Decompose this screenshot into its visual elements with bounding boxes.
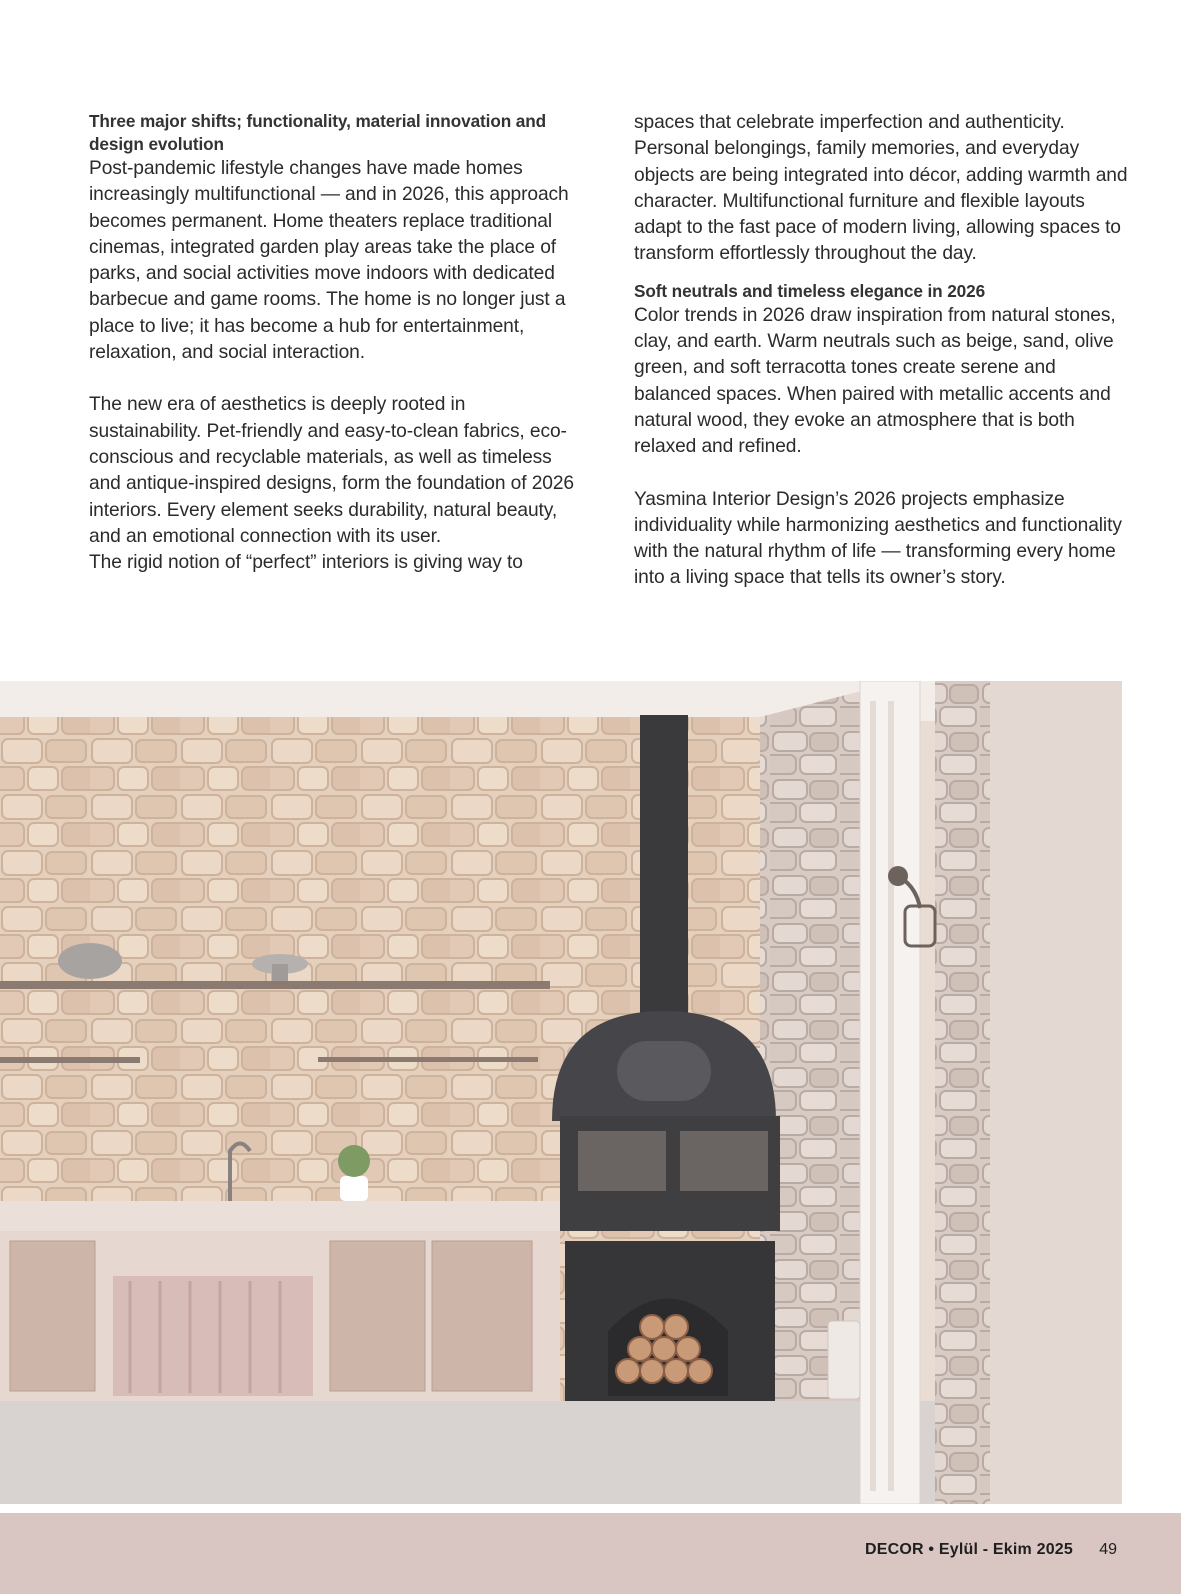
section-heading-shifts: Three major shifts; functionality, material innovation and design evolution [89,111,547,154]
page-number: 49 [1099,1541,1117,1558]
paragraph-color-trends: Color trends in 2026 draw inspiration from natural stones, clay, and earth. Warm neutrals such as beige, sand, olive green, and soft terracotta tones create serene and balanced spaces. When paired with metallic accents and natural wood, they evoke an atmosphere that is both relaxed and refined. [634,304,1116,458]
right-text-column [634,110,1134,592]
paragraph-yasmina: Yasmina Interior Design’s 2026 projects emphasize individuality while harmonizing aesthetics and functionality with the natural rhythm of life — transforming every home into a living space that tells its owner’s story. [634,488,1122,589]
section-heading-neutrals: Soft neutrals and timeless elegance in 2026 [634,280,986,301]
paragraph-sustainability: The new era of aesthetics is deeply rooted in sustainability. Pet-friendly and easy-to-clean fabrics, eco-conscious and recyclable materials, as well as timeless and antique-inspired designs, form the foundation of 2026 interiors. Every element seeks durability, natural beauty, and an emotional connection with its user. [89,394,574,547]
outdoor-kitchen-illustration [0,681,1122,1504]
left-text-column [89,110,579,576]
footer-band [0,1513,1181,1594]
paragraph-perfect-start: The rigid notion of “perfect” interiors is giving way to [89,552,523,574]
paragraph-multifunctional: Post-pandemic lifestyle changes have made homes increasingly multifunctional — and in 2026, this approach becomes permanent. Home theaters replace traditional cinemas, integrated garden play areas take the place of parks, and social activities move indoors with dedicated barbecue and game rooms. The home is no longer just a place to live; it has become a hub for entertainment, relaxation, and social interaction. [89,158,569,364]
paragraph-imperfection: spaces that celebrate imperfection and authenticity. Personal belongings, family memories, and everyday objects are being integrated into décor, adding warmth and character. Multifunctional furniture and flexible layouts adapt to the fast pace of modern living, allowing spaces to transform effortlessly throughout the day. [634,112,1128,265]
outdoor-kitchen-photo [0,681,1122,1504]
magazine-issue-label: DECOR • Eylül - Ekim 2025 [864,1541,1073,1558]
